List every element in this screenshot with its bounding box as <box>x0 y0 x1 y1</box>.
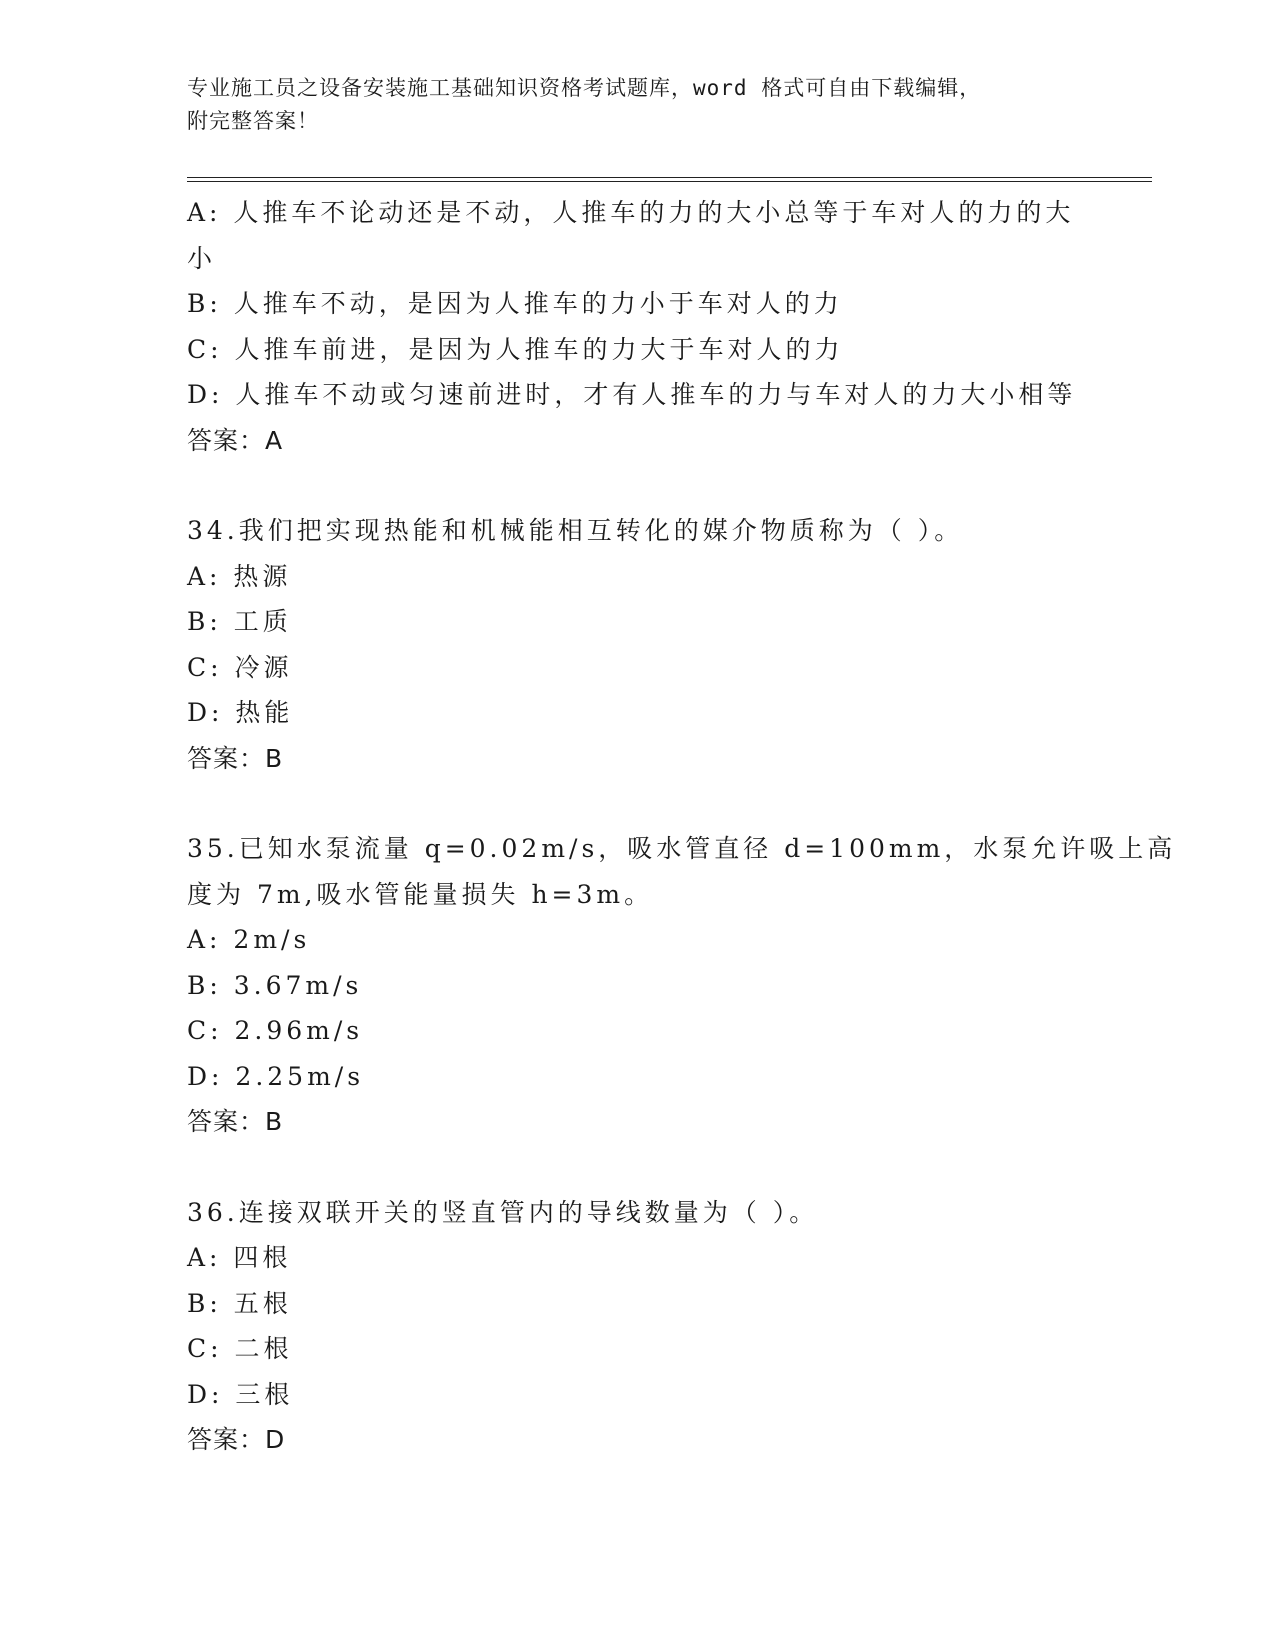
spacer <box>187 463 1087 508</box>
header-title-line-2: 附完整答案！ <box>187 109 319 133</box>
question-text: 36.连接双联开关的竖直管内的导线数量为（ ）。 <box>187 1197 819 1227</box>
option-a: A: 热源 <box>187 561 292 591</box>
option-b: B: 人推车不动，是因为人推车的力小于车对人的力 <box>187 289 843 318</box>
page-header <box>187 72 1087 138</box>
option-d: D: 人推车不动或匀速前进时，才有人推车的力与车对人的力大小相等 <box>187 380 1077 409</box>
spacer <box>187 1145 1087 1190</box>
question-text-continued: 度为 7m,吸水管能量损失 h=3m。 <box>187 879 654 909</box>
option-d: D: 热能 <box>187 698 294 727</box>
option-a: A: 四根 <box>187 1243 292 1272</box>
question-block-33 <box>187 190 1087 463</box>
option-a: A: 2m/s <box>187 925 311 954</box>
option-b: B: 五根 <box>187 1288 292 1318</box>
question-text: 34.我们把实现热能和机械能相互转化的媒介物质称为（ ）。 <box>187 516 964 545</box>
option-c: C: 人推车前进，是因为人推车的力大于车对人的力 <box>187 334 844 364</box>
spacer <box>187 781 1087 826</box>
option-d: D: 2.25m/s <box>187 1061 365 1091</box>
option-c: C: 冷源 <box>187 652 293 682</box>
answer-line: 答案：B <box>187 1107 284 1136</box>
question-content <box>187 190 1177 1463</box>
header-divider-bottom <box>187 181 1152 182</box>
option-c: C: 2.96m/s <box>187 1016 364 1045</box>
answer-line: 答案：D <box>187 1425 286 1454</box>
option-a: A: 人推车不论动还是不动，人推车的力的大小总等于车对人的力的大 <box>187 198 1075 227</box>
question-block-36 <box>187 1190 1087 1463</box>
option-d: D: 三根 <box>187 1379 294 1409</box>
question-block-34 <box>187 508 1087 781</box>
option-a-continued: 小 <box>187 243 217 273</box>
header-divider-top <box>187 177 1152 178</box>
question-block-35 <box>187 826 1177 1145</box>
option-b: B: 工质 <box>187 607 292 636</box>
option-c: C: 二根 <box>187 1334 293 1363</box>
answer-line: 答案：A <box>187 425 284 455</box>
answer-line: 答案：B <box>187 743 284 773</box>
question-text: 35.已知水泵流量 q=0.02m/s，吸水管直径 d=100mm，水泵允许吸上高 <box>187 834 1177 863</box>
option-b: B: 3.67m/s <box>187 970 363 1000</box>
header-title-line-1: 专业施工员之设备安装施工基础知识资格考试题库，word 格式可自由下载编辑， <box>187 76 982 100</box>
